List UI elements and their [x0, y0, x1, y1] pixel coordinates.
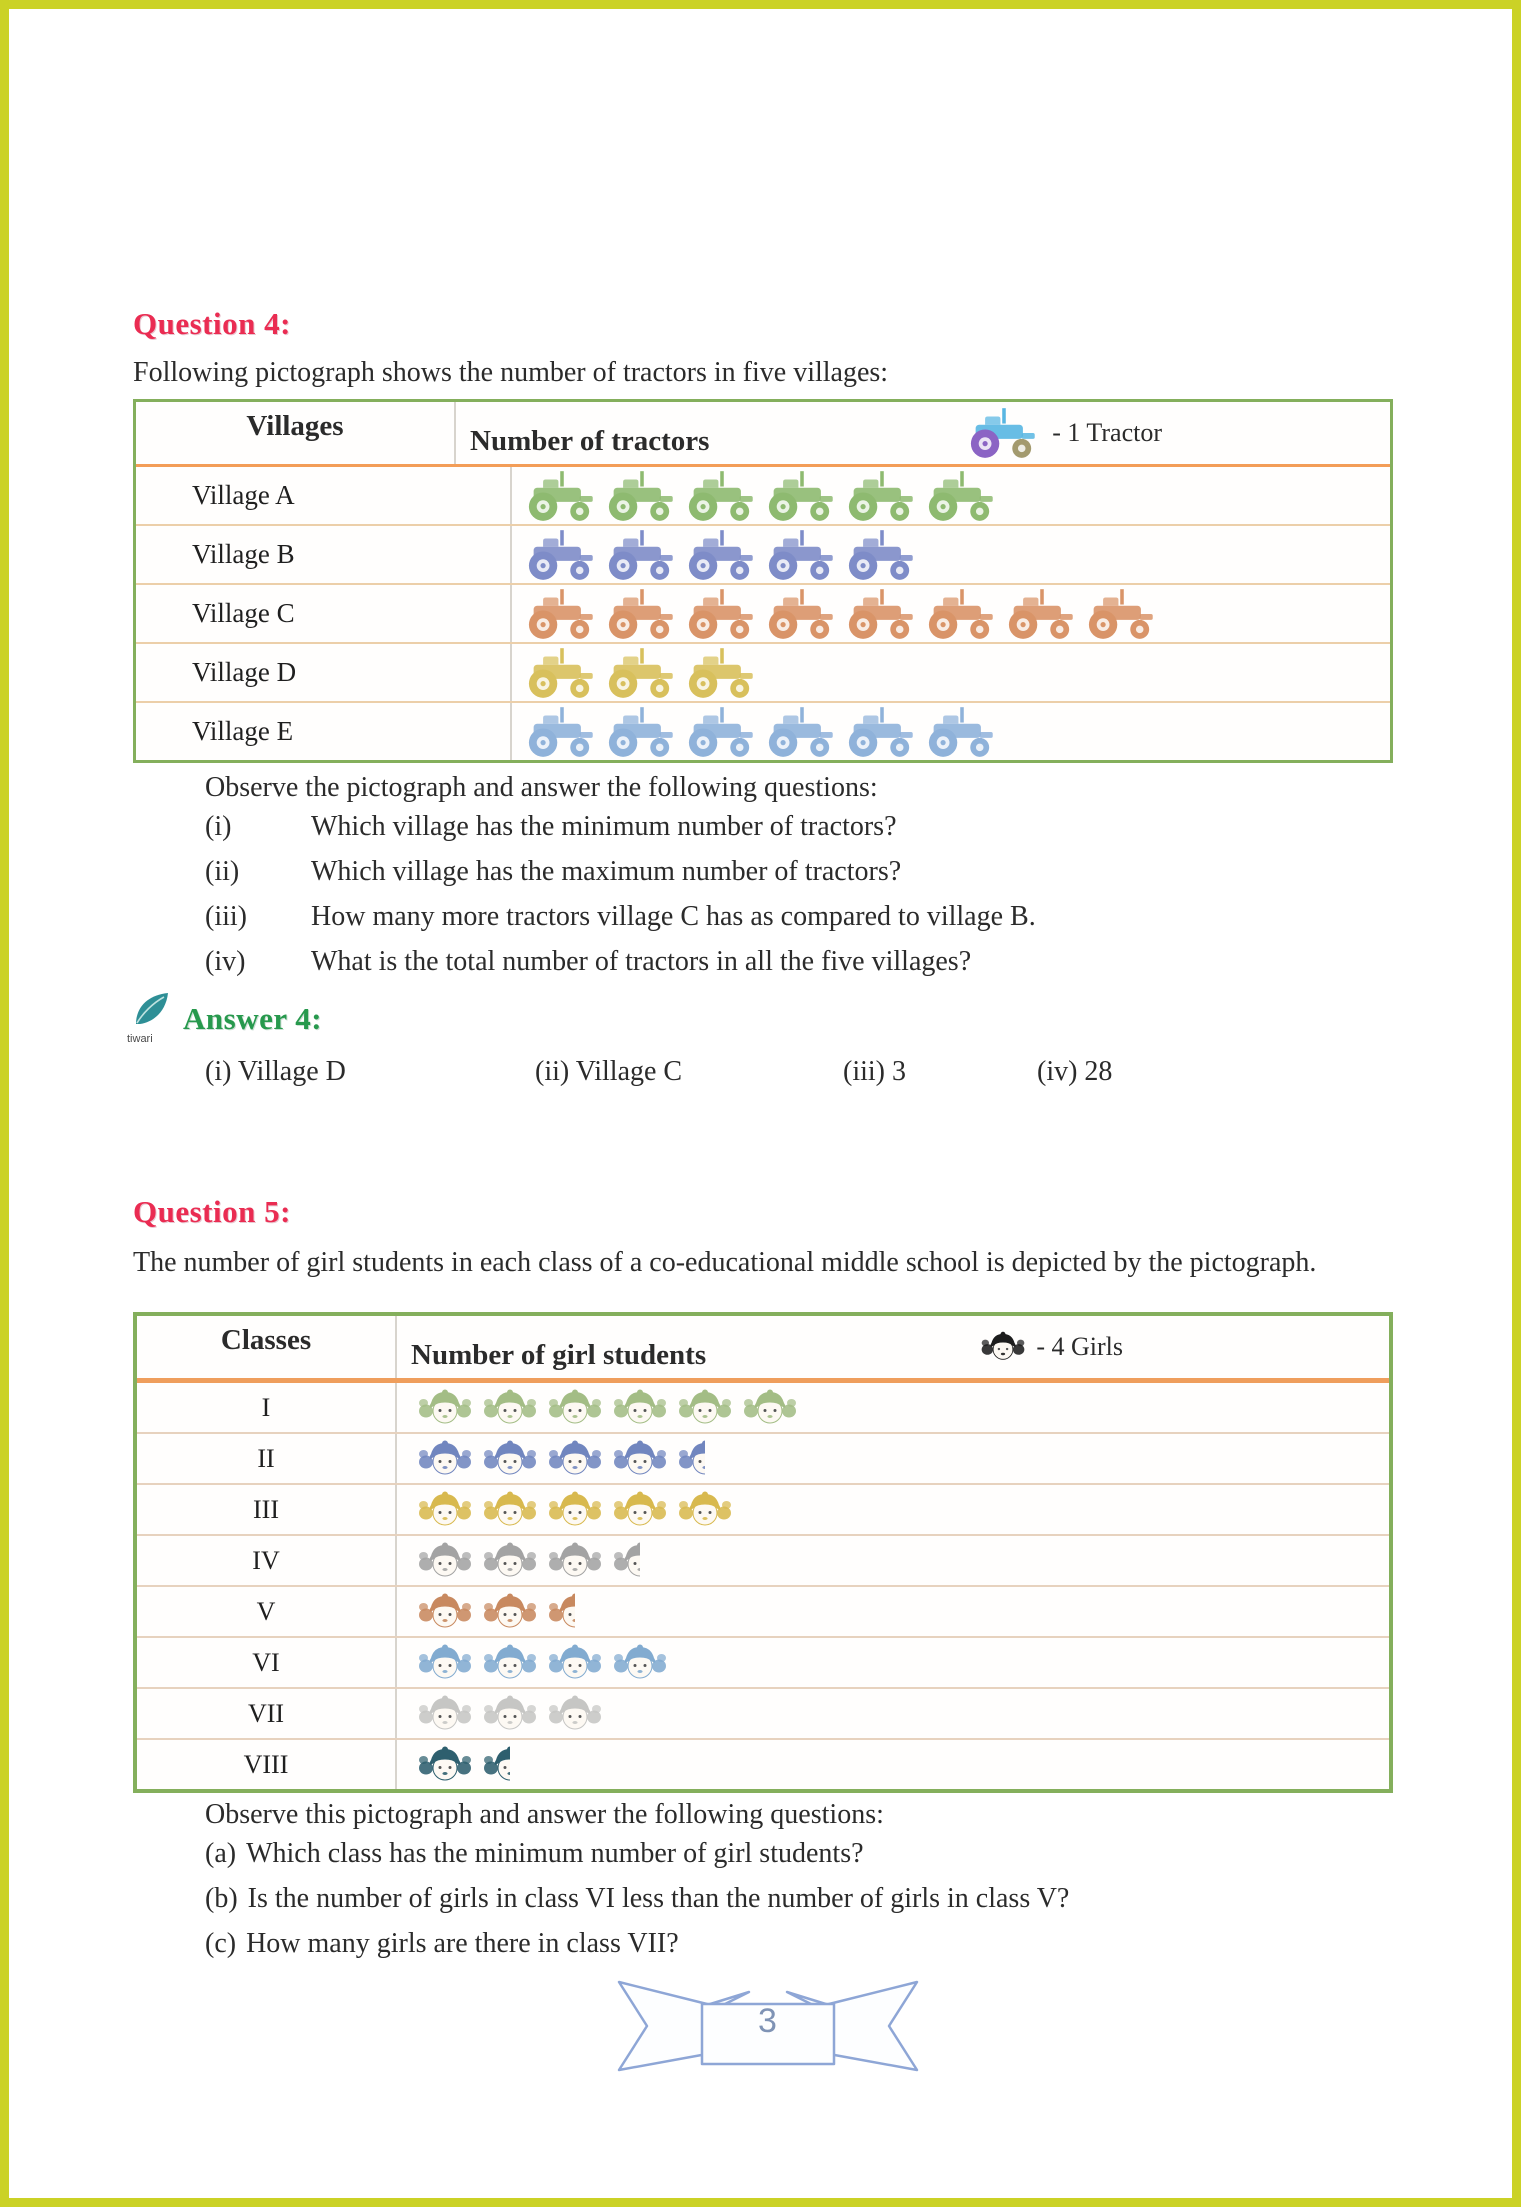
symbol-cell — [512, 526, 1390, 583]
pictograph-row — [137, 1636, 1389, 1687]
row-label: II — [137, 1434, 397, 1483]
girl-half-icon — [612, 1541, 640, 1581]
page-content — [9, 306, 1512, 2080]
subquestion-number: (iii) — [205, 901, 247, 932]
subquestion-text: Which village has the maximum number of tractors? — [311, 856, 902, 887]
girl-icon — [482, 1490, 538, 1530]
pictograph-row — [136, 701, 1390, 760]
girl-icon — [417, 1592, 473, 1632]
tractor-icon — [924, 706, 1000, 758]
tiwari-logo-text: tiwari — [127, 1033, 153, 1045]
tractor-table-body — [136, 467, 1390, 760]
subquestion-text: Which class has the minimum number of girl students? — [246, 1838, 864, 1869]
girl-icon — [417, 1388, 473, 1428]
subquestion-number: (i) — [205, 811, 232, 842]
pictograph-row — [136, 583, 1390, 642]
row-label: IV — [137, 1536, 397, 1585]
question4-heading: Question 4: — [133, 306, 291, 341]
girl-icon — [612, 1388, 668, 1428]
answer4-values — [133, 1050, 1402, 1094]
answer-item: (i) Village D — [205, 1056, 346, 1087]
row-label: III — [137, 1485, 397, 1534]
symbol-cell — [512, 703, 1390, 760]
tractor-icon — [604, 529, 680, 581]
tractor-legend — [966, 407, 1162, 459]
tractor-legend-icon — [966, 407, 1042, 459]
girl-icon — [417, 1745, 473, 1785]
subquestion — [133, 1876, 1402, 1921]
answer4-heading-row — [127, 992, 1402, 1046]
girl-icon — [612, 1643, 668, 1683]
tractor-icon — [684, 588, 760, 640]
girl-half-icon — [482, 1745, 510, 1785]
girl-icon — [547, 1388, 603, 1428]
table-header-row — [137, 1316, 1389, 1383]
pictograph-row — [136, 524, 1390, 583]
tractor-icon — [524, 706, 600, 758]
tractor-icon — [844, 588, 920, 640]
subquestion-number: (b) — [205, 1883, 238, 1914]
girl-legend-icon — [980, 1330, 1026, 1364]
tractor-pictograph-table — [133, 399, 1393, 763]
answer-item: (ii) Village C — [535, 1056, 683, 1087]
subquestion — [133, 894, 1402, 939]
girl-icon — [482, 1643, 538, 1683]
row-label: Village B — [136, 526, 512, 583]
symbol-cell — [397, 1740, 1389, 1789]
row-label: I — [137, 1383, 397, 1432]
tractor-icon — [604, 470, 680, 522]
tractor-legend-label: - 1 Tractor — [1052, 418, 1162, 447]
tractor-icon — [764, 706, 840, 758]
girl-icon — [547, 1439, 603, 1479]
girl-icon — [417, 1541, 473, 1581]
girl-icon — [547, 1694, 603, 1734]
tractor-icon — [844, 706, 920, 758]
tractor-icon — [684, 470, 760, 522]
girl-icon — [482, 1439, 538, 1479]
symbol-cell — [512, 644, 1390, 701]
pictograph-row — [136, 467, 1390, 524]
subquestion — [133, 1831, 1402, 1876]
ribbon-banner-icon — [607, 1974, 929, 2078]
question4-intro: Following pictograph shows the number of tractors in five villages: — [133, 357, 889, 388]
girls-column-header-cell — [397, 1316, 1389, 1378]
tractor-icon — [524, 588, 600, 640]
girl-icon — [417, 1643, 473, 1683]
question4-subquestions — [133, 804, 1402, 984]
symbol-cell — [397, 1638, 1389, 1687]
question5-subquestions — [133, 1831, 1402, 1966]
symbol-cell — [512, 585, 1390, 642]
row-label: V — [137, 1587, 397, 1636]
row-label: Village E — [136, 703, 512, 760]
pictograph-row — [137, 1432, 1389, 1483]
page-number: 3 — [758, 2002, 777, 2040]
answer-item: (iii) 3 — [843, 1056, 906, 1087]
villages-column-header: Villages — [136, 402, 456, 464]
symbol-cell — [397, 1587, 1389, 1636]
girl-icon — [547, 1643, 603, 1683]
tractor-icon — [764, 588, 840, 640]
symbol-cell — [397, 1383, 1389, 1432]
tractor-icon — [924, 470, 1000, 522]
tractor-icon — [844, 529, 920, 581]
girl-icon — [482, 1694, 538, 1734]
row-label: VI — [137, 1638, 397, 1687]
tractor-icon — [1084, 588, 1160, 640]
page-number-ribbon — [133, 1974, 1402, 2080]
tractor-icon — [604, 706, 680, 758]
pictograph-row — [136, 642, 1390, 701]
subquestion — [133, 804, 1402, 849]
pictograph-row — [137, 1534, 1389, 1585]
girl-half-icon — [547, 1592, 575, 1632]
symbol-cell — [397, 1434, 1389, 1483]
subquestion-text: How many girls are there in class VII? — [246, 1928, 679, 1959]
girls-table-body — [137, 1383, 1389, 1789]
pictograph-row — [137, 1483, 1389, 1534]
symbol-cell — [397, 1485, 1389, 1534]
question5-intro: The number of girl students in each class of a co-educational middle school is depicted by the pictograph. — [133, 1247, 1317, 1278]
subquestion-text: Which village has the minimum number of tractors? — [311, 811, 897, 842]
girl-icon — [417, 1694, 473, 1734]
girl-icon — [612, 1439, 668, 1479]
row-label: VIII — [137, 1740, 397, 1789]
girl-half-icon — [677, 1439, 705, 1479]
tiwari-leaf-logo-icon — [127, 992, 175, 1046]
question4-observe: Observe the pictograph and answer the following questions: — [205, 772, 878, 803]
tractor-icon — [604, 588, 680, 640]
tractor-icon — [764, 470, 840, 522]
pictograph-row — [137, 1585, 1389, 1636]
question5-observe: Observe this pictograph and answer the following questions: — [205, 1799, 884, 1830]
girl-icon — [482, 1541, 538, 1581]
subquestion — [133, 849, 1402, 894]
tractor-icon — [604, 647, 680, 699]
tractor-icon — [844, 470, 920, 522]
tractors-column-header: Number of tractors — [470, 425, 710, 457]
girl-icon — [417, 1490, 473, 1530]
table-header-row — [136, 402, 1390, 467]
row-label: Village D — [136, 644, 512, 701]
row-label: Village C — [136, 585, 512, 642]
girl-icon — [677, 1388, 733, 1428]
girl-icon — [677, 1490, 733, 1530]
symbol-cell — [397, 1536, 1389, 1585]
classes-column-header: Classes — [137, 1316, 397, 1378]
subquestion-text: What is the total number of tractors in all the five villages? — [311, 946, 972, 977]
pictograph-row — [137, 1687, 1389, 1738]
tractor-icon — [684, 647, 760, 699]
tractor-icon — [684, 706, 760, 758]
girl-icon — [482, 1592, 538, 1632]
subquestion — [133, 939, 1402, 984]
question5-heading: Question 5: — [133, 1194, 291, 1229]
girl-legend — [980, 1330, 1123, 1364]
subquestion — [133, 1921, 1402, 1966]
row-label: Village A — [136, 467, 512, 524]
row-label: VII — [137, 1689, 397, 1738]
girl-icon — [547, 1490, 603, 1530]
subquestion-number: (iv) — [205, 946, 246, 977]
subquestion-number: (c) — [205, 1928, 237, 1959]
pictograph-row — [137, 1738, 1389, 1789]
girl-legend-label: - 4 Girls — [1036, 1332, 1123, 1361]
tractor-icon — [524, 529, 600, 581]
girl-icon — [742, 1388, 798, 1428]
subquestion-number: (a) — [205, 1838, 237, 1869]
tractor-icon — [524, 647, 600, 699]
pictograph-row — [137, 1383, 1389, 1432]
girl-icon — [417, 1439, 473, 1479]
girls-pictograph-table — [133, 1312, 1393, 1793]
girl-icon — [482, 1388, 538, 1428]
tractors-column-header-cell — [456, 402, 1390, 464]
tractor-icon — [524, 470, 600, 522]
tractor-icon — [764, 529, 840, 581]
symbol-cell — [397, 1689, 1389, 1738]
girl-icon — [612, 1490, 668, 1530]
tractor-icon — [684, 529, 760, 581]
tractor-icon — [1004, 588, 1080, 640]
subquestion-number: (ii) — [205, 856, 240, 887]
tractor-icon — [924, 588, 1000, 640]
girls-column-header: Number of girl students — [411, 1339, 707, 1371]
subquestion-text: Is the number of girls in class VI less than the number of girls in class V? — [247, 1883, 1070, 1914]
subquestion-text: How many more tractors village C has as compared to village B. — [311, 901, 1036, 932]
answer4-heading: Answer 4: — [183, 1001, 323, 1036]
answer-item: (iv) 28 — [1037, 1056, 1113, 1087]
symbol-cell — [512, 467, 1390, 524]
girl-icon — [547, 1541, 603, 1581]
